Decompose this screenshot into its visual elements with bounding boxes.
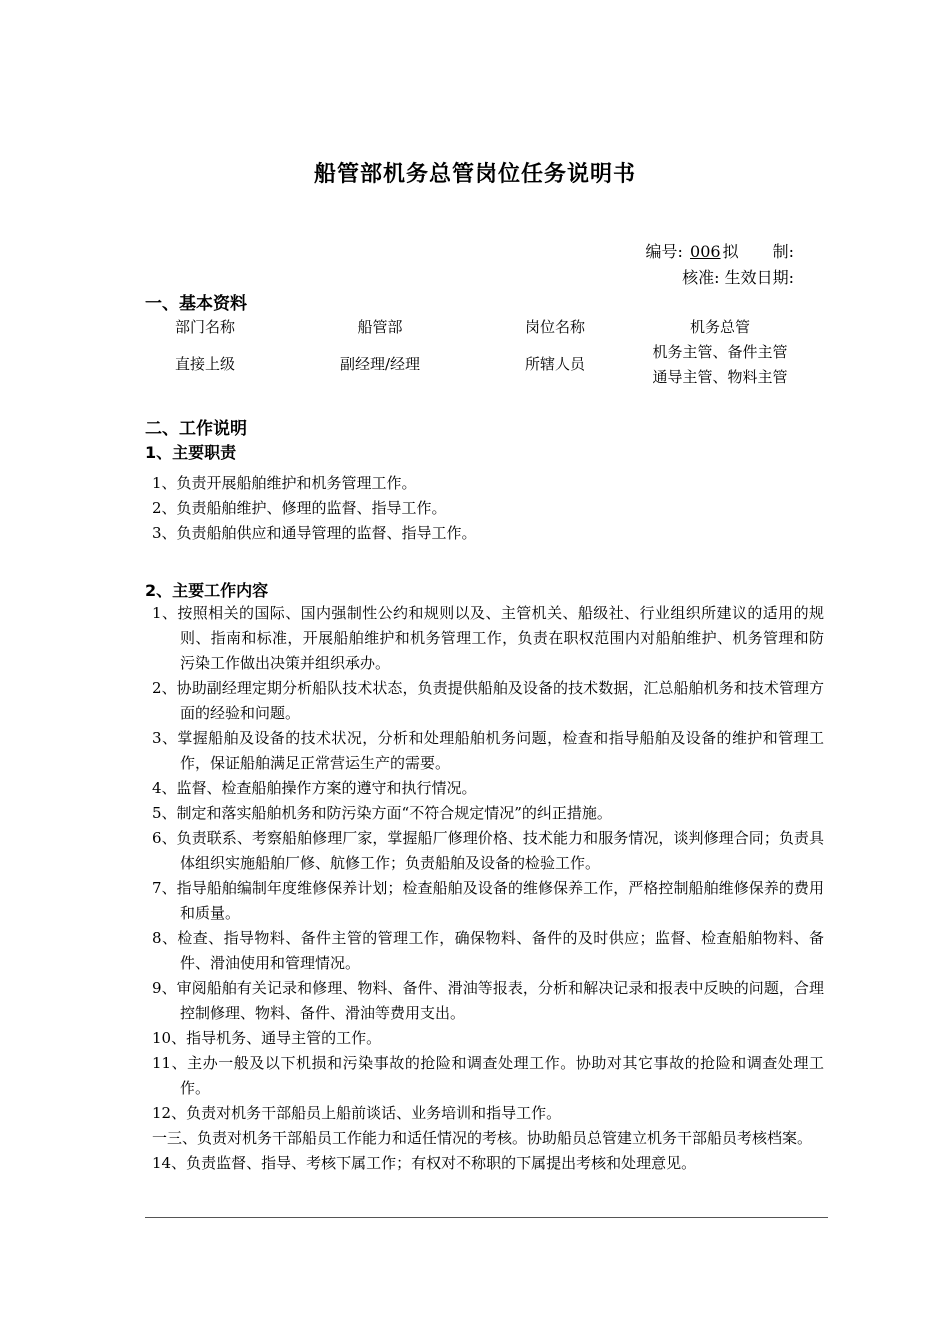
superior-label: 直接上级	[174, 355, 235, 373]
document-title: 船管部机务总管岗位任务说明书	[313, 162, 636, 187]
meta-line-number	[646, 239, 794, 262]
staff-value-line2: 通导主管、物料主管	[652, 368, 788, 386]
content-item: 2、协助副经理定期分析船队技术状态，负责提供船舶及设备的技术数据，汇总船舶机务和技术管理方面的经验和问题。	[152, 679, 824, 722]
meta-line-approve	[682, 265, 794, 288]
number-value: 006	[690, 242, 721, 261]
effective-date-label: 生效日期:	[724, 268, 794, 287]
approve-label: 核准:	[682, 268, 720, 287]
post-value: 机务总管	[689, 318, 750, 336]
post-label: 岗位名称	[524, 318, 585, 336]
duties-heading: 1、主要职责	[145, 443, 237, 462]
content-item: 6、负责联系、考察船舶修理厂家，掌握船厂修理价格、技术能力和服务情况，谈判修理合同；负责具体组织实施船舶厂修、航修工作；负责船舶及设备的检验工作。	[152, 829, 824, 872]
duty-item: 1、负责开展船舶维护和机务管理工作。	[152, 474, 417, 492]
content-item: 9、审阅船舶有关记录和修理、物料、备件、滑油等报表，分析和解决记录和报表中反映的问题，合理控制修理、物料、备件、滑油等费用支出。	[152, 979, 824, 1022]
content-item: 10、指导机务、通导主管的工作。	[152, 1029, 382, 1047]
content-item: 12、负责对机务干部船员上船前谈话、业务培训和指导工作。	[152, 1104, 562, 1122]
content-item: 14、负责监督、指导、考核下属工作；有权对不称职的下属提出考核和处理意见。	[152, 1154, 697, 1172]
section-basic-info-heading: 一、基本资料	[145, 294, 247, 314]
content-item: 一三、负责对机务干部船员工作能力和适任情况的考核。协助船员总管建立机务干部船员考核档案。	[152, 1129, 813, 1147]
content-heading: 2、主要工作内容	[145, 581, 269, 600]
staff-value-line1: 机务主管、备件主管	[652, 343, 788, 361]
content-item: 8、检查、指导物料、备件主管的管理工作，确保物料、备件的及时供应；监督、检查船舶物料、备件、滑油使用和管理情况。	[152, 929, 824, 972]
content-item: 5、制定和落实船舶机务和防污染方面“不符合规定情况”的纠正措施。	[152, 804, 612, 822]
content-item: 11、主办一般及以下机损和污染事故的抢险和调查处理工作。协助对其它事故的抢险和调查处理工作。	[152, 1054, 824, 1097]
superior-value: 副经理/经理	[339, 355, 421, 373]
staff-label: 所辖人员	[524, 355, 585, 373]
section-work-heading: 二、工作说明	[145, 419, 247, 439]
duty-item: 3、负责船舶供应和通导管理的监督、指导工作。	[152, 524, 477, 542]
content-item: 4、监督、检查船舶操作方案的遵守和执行情况。	[152, 779, 477, 797]
content-item: 1、按照相关的国际、国内强制性公约和规则以及、主管机关、船级社、行业组织所建议的适用的规则、指南和标准，开展船舶维护和机务管理工作，负责在职权范围内对船舶维护、机务管理和防污染工作做出决策并组织承办。	[152, 604, 824, 672]
content-item: 7、指导船舶编制年度维修保养计划；检查船舶及设备的维修保养工作，严格控制船舶维修保养的费用和质量。	[152, 879, 824, 922]
duty-item: 2、负责船舶维护、修理的监督、指导工作。	[152, 499, 447, 517]
footer-divider	[145, 1217, 828, 1218]
dept-label: 部门名称	[174, 318, 235, 336]
dept-value: 船管部	[357, 318, 403, 336]
drafted-label: 拟	[722, 242, 739, 261]
number-label: 编号:	[645, 242, 683, 261]
made-label: 制:	[772, 242, 794, 261]
content-item: 3、掌握船舶及设备的技术状况，分析和处理船舶机务问题，检查和指导船舶及设备的维护和管理工作，保证船舶满足正常营运生产的需要。	[152, 729, 824, 772]
work-content-list	[152, 601, 824, 1176]
